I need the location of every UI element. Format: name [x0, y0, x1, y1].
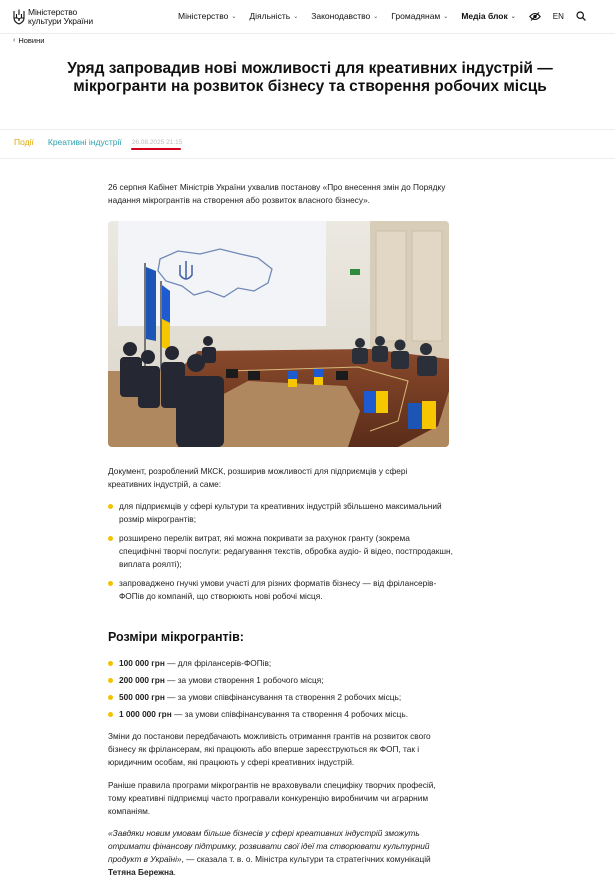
nav-item-activity[interactable]: [249, 11, 298, 21]
nav-item-citizens[interactable]: [391, 11, 448, 21]
grant-condition: — за умови співфінансування та створення 4 робочих місць.: [171, 709, 409, 719]
divider: [0, 129, 615, 130]
logo-line-2: культури України: [28, 16, 93, 26]
breadcrumb[interactable]: [13, 36, 44, 45]
nav-label: Медіа блок: [461, 11, 508, 21]
paragraph-changes: Зміни до постанови передбачають можливість отримання грантів на розвиток свого бізнесу як фрілансерам, які працюють або вперше зареєструються як ФОП, так і юридичним особам, які працюють у сфері креативних індустрій.: [108, 731, 431, 767]
title-line-1: Уряд запровадив нові можливості для креативних індустрій —: [67, 60, 553, 77]
quote-paragraph: [108, 827, 453, 879]
cabinet-meeting-photo: [108, 221, 449, 447]
nav-item-ministry[interactable]: [178, 11, 236, 21]
list-item: [108, 657, 453, 670]
list-item: [108, 708, 453, 721]
grant-amount: 1 000 000 грн: [119, 709, 172, 719]
sizes-heading: Розміри мікрогрантів:: [108, 630, 244, 644]
grant-amount: 100 000 грн: [119, 658, 165, 668]
quote-attribution: , — сказала т. в. о. Міністра культури та стратегічних комунікацій: [181, 854, 431, 864]
ministry-logo[interactable]: [13, 8, 93, 26]
chevron-down-icon: ⌄: [510, 13, 516, 20]
accessibility-eye-icon[interactable]: [529, 12, 541, 21]
speaker-name: Тетяна Бережна: [108, 867, 174, 877]
logo-line-1: Міністерство: [28, 7, 78, 17]
grant-condition: — для фрілансерів-ФОПів;: [164, 658, 272, 668]
main-nav: [178, 11, 598, 21]
grant-amount: 200 000 грн: [119, 675, 165, 685]
grant-condition: — за умови співфінансування та створення 2 робочих місць;: [164, 692, 402, 702]
breadcrumb-news-link[interactable]: Новини: [18, 36, 45, 45]
intro-paragraph: Документ, розроблений МКСК, розширив можливості для підприємців у сфері креативних індустрій, а саме:: [108, 466, 408, 489]
changes-list: [108, 500, 453, 609]
nav-label: Діяльність: [249, 11, 291, 21]
list-item: розширено перелік витрат, які можна покривати за рахунок гранту (зокрема специфічні творчі послуги: редагування текстів, обробка аудіо- й відео, постпродакшн, виплата роялті);: [108, 532, 453, 571]
publish-date-text: 26.08.2025 21:15: [131, 138, 183, 146]
nav-label: Законодавство: [311, 11, 371, 21]
chevron-left-icon: ‹: [13, 37, 16, 44]
tag-creative-industries[interactable]: Креативні індустрії: [47, 137, 122, 147]
divider: [0, 158, 615, 159]
list-item: [108, 674, 453, 687]
grant-amount: 500 000 грн: [119, 692, 165, 702]
article-meta: [14, 137, 182, 147]
nav-label: Міністерство: [178, 11, 229, 21]
title-line-2: мікрогранти на розвиток бізнесу та створення робочих місць: [73, 78, 547, 95]
language-switch[interactable]: EN: [552, 11, 564, 21]
list-item: [108, 691, 453, 704]
lead-paragraph: 26 серпня Кабінет Міністрів України ухвалив постанову «Про внесення змін до Порядку надання мікрогрантів на створення або розвиток власного бізнесу».: [108, 182, 446, 205]
chevron-down-icon: ⌄: [373, 13, 379, 20]
grant-condition: — за умови створення 1 робочого місця;: [164, 675, 324, 685]
nav-item-legislation[interactable]: [311, 11, 378, 21]
publish-date: [132, 139, 183, 146]
quote-text: «Завдяки новим умовам більше бізнесів у сфері креативних індустрій зможуть отримати фінансову підтримку, розвивати свої ідеї та створювати культурний продукт в Україні»: [108, 828, 430, 864]
quote-end: .: [173, 867, 176, 877]
chevron-down-icon: ⌄: [443, 13, 449, 20]
chevron-down-icon: ⌄: [293, 13, 299, 20]
list-item: для підприємців у сфері культури та креативних індустрій збільшено максимальний розмір мікрогрантів;: [108, 500, 453, 526]
nav-item-media[interactable]: [461, 11, 515, 21]
list-item: запроваджено гнучкі умови участі для різних форматів бізнесу — від фрілансерів-ФОПів до компаній, що створюють нові робочі місця.: [108, 577, 453, 603]
tag-events[interactable]: Події: [14, 137, 34, 147]
page-title: [60, 60, 560, 96]
date-underline-mark: [131, 148, 181, 150]
paragraph-previous-rules: Раніше правила програми мікрогрантів не враховували специфіку творчих професій, тому креативні підприємці часто програвали конкуренцію виробничим чи аграрним компаніям.: [108, 780, 436, 816]
trident-icon: [13, 9, 25, 25]
site-header: [0, 0, 615, 34]
nav-label: Громадянам: [391, 11, 441, 21]
logo-text: [28, 8, 93, 26]
chevron-down-icon: ⌄: [231, 13, 237, 20]
search-icon[interactable]: [576, 11, 586, 21]
grant-sizes-list: [108, 657, 453, 725]
